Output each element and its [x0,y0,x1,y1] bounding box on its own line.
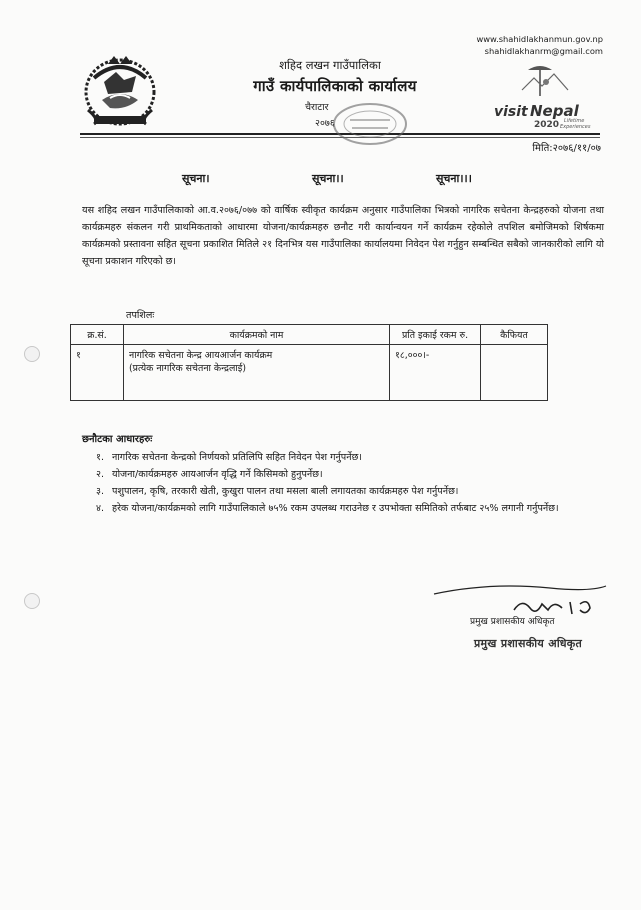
office-stamp-icon [330,100,410,148]
website-link[interactable]: www.shahidlakhanmun.gov.np [476,34,603,44]
contact-block [476,34,603,57]
item-number: ४. [96,503,105,514]
visit-tagline-1: Lifetime [564,118,585,124]
list-item [96,449,616,466]
notice-heading-3: सूचना।।। [436,172,472,185]
email-link[interactable]: shahidlakhanrm@gmail.com [484,45,603,56]
punch-hole-bottom [24,593,40,609]
office-year: २०७६ [315,118,335,129]
office-name: गाउँ कार्यपालिकाको कार्यालय [253,77,417,95]
office-place: चैराटार [305,102,329,113]
item-number: ३. [96,486,105,497]
notice-date: मिति:२०७६/११/०७ [532,143,601,154]
col-header-sn: क्र.सं. [71,325,124,345]
cell-remarks [481,345,548,401]
visit-tagline-2: Experiences [560,124,591,130]
item-number: १. [96,452,105,463]
item-text: हरेक योजना/कार्यक्रमको लागि गाउँपालिकाले ७५% रकम उपलब्ध गराउनेछ र उपभोक्ता समितिको तर्फबाट २५% लगानी गर्नुपर्नेछ। [112,503,559,514]
cell-amount: १८,०००।- [390,345,481,401]
cell-program [124,345,390,401]
visit-year: 2020 [534,120,560,130]
designation-stamp: प्रमुख प्रशासकीय अधिकृत [474,637,583,650]
col-header-remarks: कैफियत [481,325,548,345]
punch-hole-top [24,346,40,362]
col-header-amount: प्रति इकाई रकम रु. [390,325,481,345]
tapasil-label: तपशिलः [126,310,155,321]
item-text: पशुपालन, कृषि, तरकारी खेती, कुखुरा पालन तथा मसला बाली लगायतका कार्यक्रमहरु पेश गर्नुपर्नेछ। [112,486,459,497]
selection-basis-list [96,449,616,517]
cell-sn: १ [71,345,124,401]
notice-heading-2: सूचना।। [312,172,344,185]
item-number: २. [96,469,105,480]
program-table [70,324,548,401]
signatory-designation: प्रमुख प्रशासकीय अधिकृत [470,617,555,627]
program-name: नागरिक सचेतना केन्द्र आयआर्जन कार्यक्रम [129,350,273,361]
nepal-emblem-icon [80,52,160,134]
col-header-program: कार्यक्रमको नाम [124,325,390,345]
visit-nepal-logo [488,60,596,134]
item-text: नागरिक सचेतना केन्द्रको निर्णयको प्रतिलिपि सहित निवेदन पेश गर्नुपर्नेछ। [112,452,362,463]
table-row [71,345,548,401]
municipality-name: शहिद लखन गाउँपालिका [279,58,381,72]
list-item [96,466,616,483]
table-header-row [71,325,548,345]
item-text: योजना/कार्यक्रमहरु आयआर्जन वृद्धि गर्ने किसिमको हुनुपर्नेछ। [112,469,323,480]
list-item [96,500,616,517]
program-note: (प्रत्येक नागरिक सचेतना केन्द्रलाई) [129,363,247,374]
notice-body: यस शहिद लखन गाउँपालिकाको आ.व.२०७६/०७७ को वार्षिक स्वीकृत कार्यक्रम अनुसार गाउँपालिका भित्रको नागरिक सचेतना केन्द्रहरुको योजना तथा कार्यक्रमहरु संकलन गरी प्राथमिकताको आधारमा योजना/कार्यक्रमहरु छनौट गरी कार्यान्वयन गर्ने कार्यक्रम रहेकोले तपशिल बमोजिमको शिर्षकमा कार्यक्रमको प्रस्तावना सहित सूचना प्रकाशित मितिले २१ दिनभित्र यस गाउँपालिका कार्यालयमा निवेदन पेश गर्नुहुन सम्बन्धित सबैको जानकारीको लागि यो सूचना प्रकाशन गरिएको छ। [82,205,604,267]
selection-basis-title: छनौटका आधारहरुः [82,434,153,445]
notice-heading-1: सूचना। [182,172,210,185]
visit-word: visit [494,104,528,120]
list-item [96,483,616,500]
nepal-word: Nepal [530,102,579,120]
